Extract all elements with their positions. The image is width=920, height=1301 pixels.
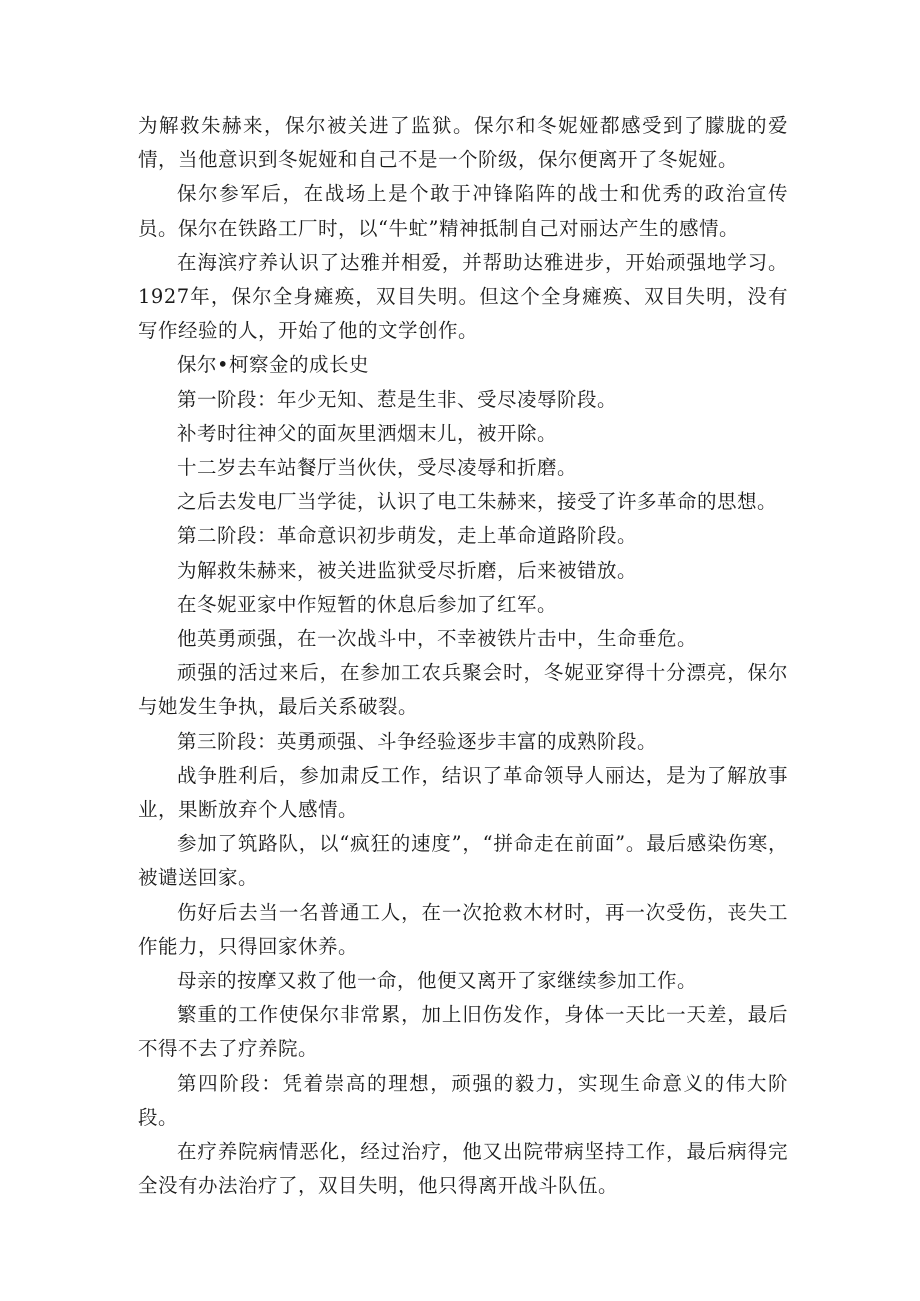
paragraph-2: 保尔参军后，在战场上是个敢于冲锋陷阵的战士和优秀的政治宣传员。保尔在铁路工厂时，以“牛虻”精神抵制自己对丽达产生的感情。 <box>138 182 788 240</box>
paragraph-6: 补考时往神父的面灰里洒烟末儿，被开除。 <box>177 421 558 445</box>
stage-3-heading: 第三阶段：英勇顽强、斗争经验逐步丰富的成熟阶段。 <box>177 729 658 753</box>
paragraph-15: 战争胜利后，参加肃反工作，结识了革命领导人丽达，是为了解放事业，果断放弃个人感情。 <box>138 763 788 822</box>
paragraph-13: 顽强的活过来后，在参加工农兵聚会时，冬妮亚穿得十分漂亮，保尔与她发生争执，最后关系破裂。 <box>138 661 788 719</box>
paragraph-21: 在疗养院病情恶化，经过治疗，他又出院带病坚持工作，最后病得完全没有办法治疗了，双目失明，他只得离开战斗队伍。 <box>138 1140 788 1198</box>
stage-4-heading: 第四阶段：凭着崇高的理想，顽强的毅力，实现生命意义的伟大阶段。 <box>138 1071 788 1129</box>
stage-1-heading: 第一阶段：年少无知、惹是生非、受尽凌辱阶段。 <box>177 387 618 411</box>
paragraph-8: 之后去发电厂当学徒，认识了电工朱赫来，接受了许多革命的思想。 <box>177 490 778 514</box>
paragraph-10: 为解救朱赫来，被关进监狱受尽折磨，后来被错放。 <box>177 558 638 582</box>
paragraph-1: 为解救朱赫来，保尔被关进了监狱。保尔和冬妮娅都感受到了朦胧的爱情，当他意识到冬妮娅和自己不是一个阶级，保尔便离开了冬妮娅。 <box>138 114 788 172</box>
section-heading-growth-history: 保尔•柯察金的成长史 <box>177 353 370 377</box>
paragraph-19: 繁重的工作使保尔非常累，加上旧伤发作，身体一天比一天差，最后不得不去了疗养院。 <box>138 1003 788 1061</box>
paragraph-17: 伤好后去当一名普通工人，在一次抢救木材时，再一次受伤，丧失工作能力，只得回家休养。 <box>138 900 788 958</box>
stage-2-heading: 第二阶段：革命意识初步萌发，走上革命道路阶段。 <box>177 524 638 548</box>
paragraph-11: 在冬妮亚家中作短暂的休息后参加了红军。 <box>177 592 558 616</box>
paragraph-3: 在海滨疗养认识了达雅并相爱，并帮助达雅进步，开始顽强地学习。1927年，保尔全身瘫痪，双目失明。但这个全身瘫痪、双目失明，没有写作经验的人，开始了他的文学创作。 <box>138 250 788 343</box>
paragraph-18: 母亲的按摩又救了他一命，他便又离开了家继续参加工作。 <box>177 969 698 993</box>
paragraph-7: 十二岁去车站餐厅当伙伕，受尽凌辱和折磨。 <box>177 456 578 480</box>
paragraph-12: 他英勇顽强，在一次战斗中，不幸被铁片击中，生命垂危。 <box>177 627 698 651</box>
document-body <box>138 109 788 1204</box>
paragraph-16: 参加了筑路队，以“疯狂的速度”，“拼命走在前面”。最后感染伤寒，被谴送回家。 <box>138 832 788 890</box>
